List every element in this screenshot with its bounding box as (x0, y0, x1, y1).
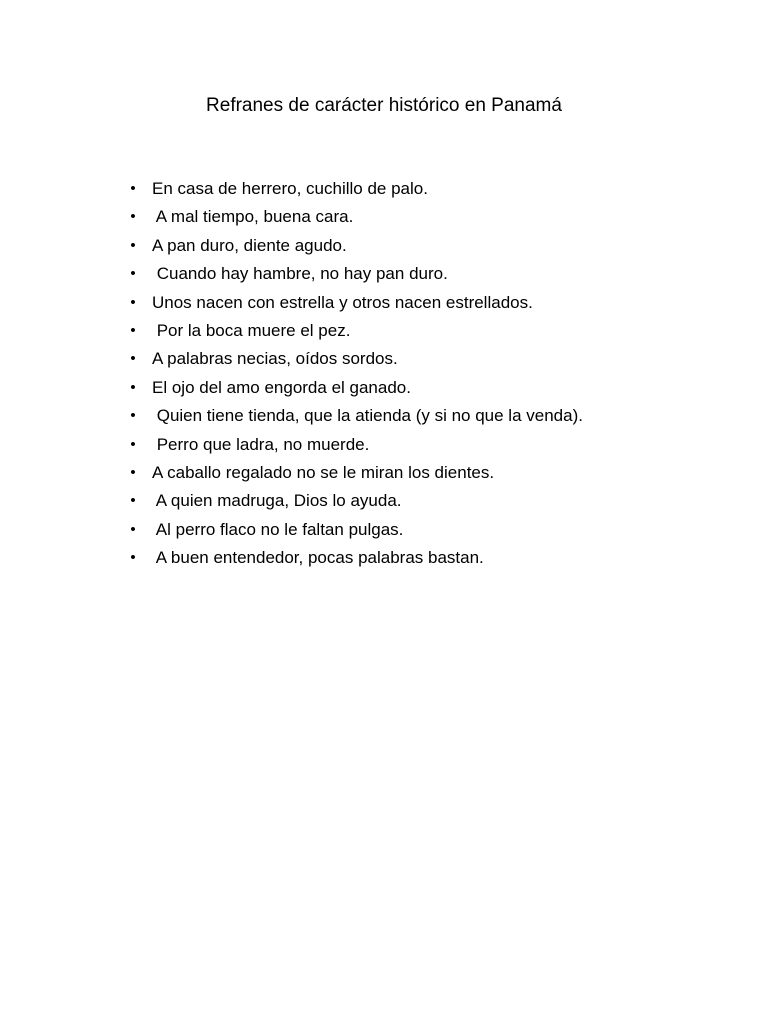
page-title: Refranes de carácter histórico en Panamá (206, 95, 562, 116)
bullet-icon: • (130, 180, 136, 197)
saying-text: El ojo del amo engorda el ganado. (152, 377, 411, 397)
saying-text: Por la boca muere el pez. (152, 320, 351, 340)
list-item (0, 203, 768, 231)
saying-text: Cuando hay hambre, no hay pan duro. (152, 264, 448, 284)
list-item (0, 516, 768, 544)
bullet-icon: • (130, 492, 136, 510)
bullet-icon: • (130, 407, 136, 425)
bullet-icon: • (130, 265, 136, 283)
bullet-icon: • (130, 208, 136, 226)
saying-text: Al perro flaco no le faltan pulgas. (152, 519, 404, 539)
list-item (0, 260, 768, 288)
list-item (0, 232, 768, 260)
bullet-icon: • (130, 520, 136, 538)
list-item (0, 402, 768, 430)
bullet-icon: • (130, 321, 136, 339)
list-item (0, 459, 768, 487)
saying-text: Perro que ladra, no muerde. (152, 434, 370, 454)
sayings-list (0, 175, 768, 572)
list-item (0, 487, 768, 515)
list-item (0, 431, 768, 459)
saying-text: Unos nacen con estrella y otros nacen estrellados. (152, 292, 533, 312)
saying-text: A quien madruga, Dios lo ayuda. (152, 491, 402, 511)
bullet-icon: • (130, 293, 136, 311)
list-item (0, 289, 768, 317)
bullet-icon: • (130, 435, 136, 453)
bullet-icon: • (130, 236, 136, 254)
saying-text: A palabras necias, oídos sordos. (152, 349, 398, 369)
bullet-icon: • (130, 378, 136, 396)
saying-text: En casa de herrero, cuchillo de palo. (152, 179, 428, 198)
saying-text: A caballo regalado no se le miran los dientes. (152, 462, 495, 482)
saying-text: A mal tiempo, buena cara. (152, 207, 354, 227)
list-item (0, 317, 768, 345)
list-item (0, 175, 768, 203)
saying-text: A pan duro, diente agudo. (152, 235, 347, 255)
bullet-icon: • (130, 463, 136, 481)
saying-text: Quien tiene tienda, que la atienda (y si no que la venda). (152, 406, 583, 426)
list-item (0, 374, 768, 402)
bullet-icon: • (130, 549, 136, 567)
saying-text: A buen entendedor, pocas palabras bastan. (152, 548, 484, 568)
list-item (0, 345, 768, 373)
bullet-icon: • (130, 350, 136, 368)
list-item (0, 544, 768, 572)
